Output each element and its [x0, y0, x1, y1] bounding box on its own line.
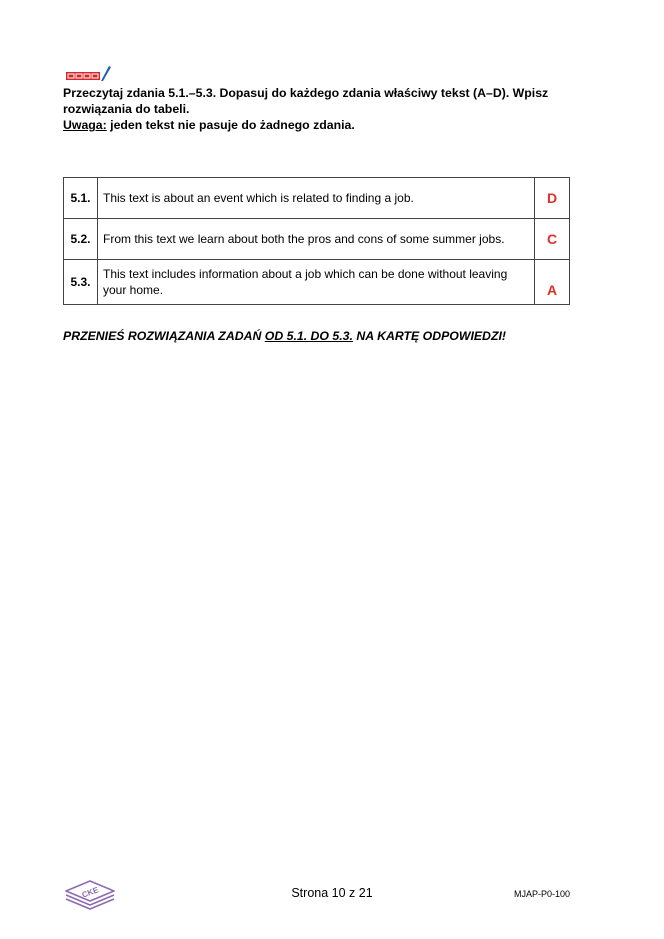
exam-code: MJAP-P0-100	[513, 889, 570, 899]
answer-table	[63, 177, 570, 305]
task-boxes-pen-icon	[66, 64, 112, 82]
table-row	[64, 219, 570, 260]
transfer-range: OD 5.1. DO 5.3.	[264, 329, 353, 343]
note-label: Uwaga:	[63, 118, 107, 132]
instruction-line-2: rozwiązania do tabeli.	[63, 102, 190, 116]
table-row	[64, 178, 570, 219]
sentence-text: This text is about an event which is related to finding a job.	[98, 178, 535, 219]
sentence-number: 5.2.	[64, 219, 98, 260]
answer-cell[interactable]: A	[535, 260, 570, 305]
note-text: jeden tekst nie pasuje do żadnego zdania.	[106, 118, 355, 132]
table-row	[64, 260, 570, 305]
transfer-prefix: PRZENIEŚ ROZWIĄZANIA ZADAŃ	[63, 329, 265, 343]
answer-cell[interactable]: C	[535, 219, 570, 260]
sentence-text: From this text we learn about both the pros and cons of some summer jobs.	[98, 219, 535, 260]
answer-cell[interactable]: D	[535, 178, 570, 219]
transfer-notice	[63, 329, 506, 343]
instruction-line-1: Przeczytaj zdania 5.1.–5.3. Dopasuj do każdego zdania właściwy tekst (A–D). Wpisz	[63, 86, 549, 100]
sentence-number: 5.1.	[64, 178, 98, 219]
page-number: Strona 10 z 21	[291, 886, 373, 900]
task-instructions	[63, 85, 583, 133]
sentence-text: This text includes information about a job which can be done without leaving your home.	[98, 260, 535, 305]
svg-text:CKE: CKE	[80, 885, 100, 900]
transfer-suffix: NA KARTĘ ODPOWIEDZI!	[352, 329, 506, 343]
sentence-number: 5.3.	[64, 260, 98, 305]
